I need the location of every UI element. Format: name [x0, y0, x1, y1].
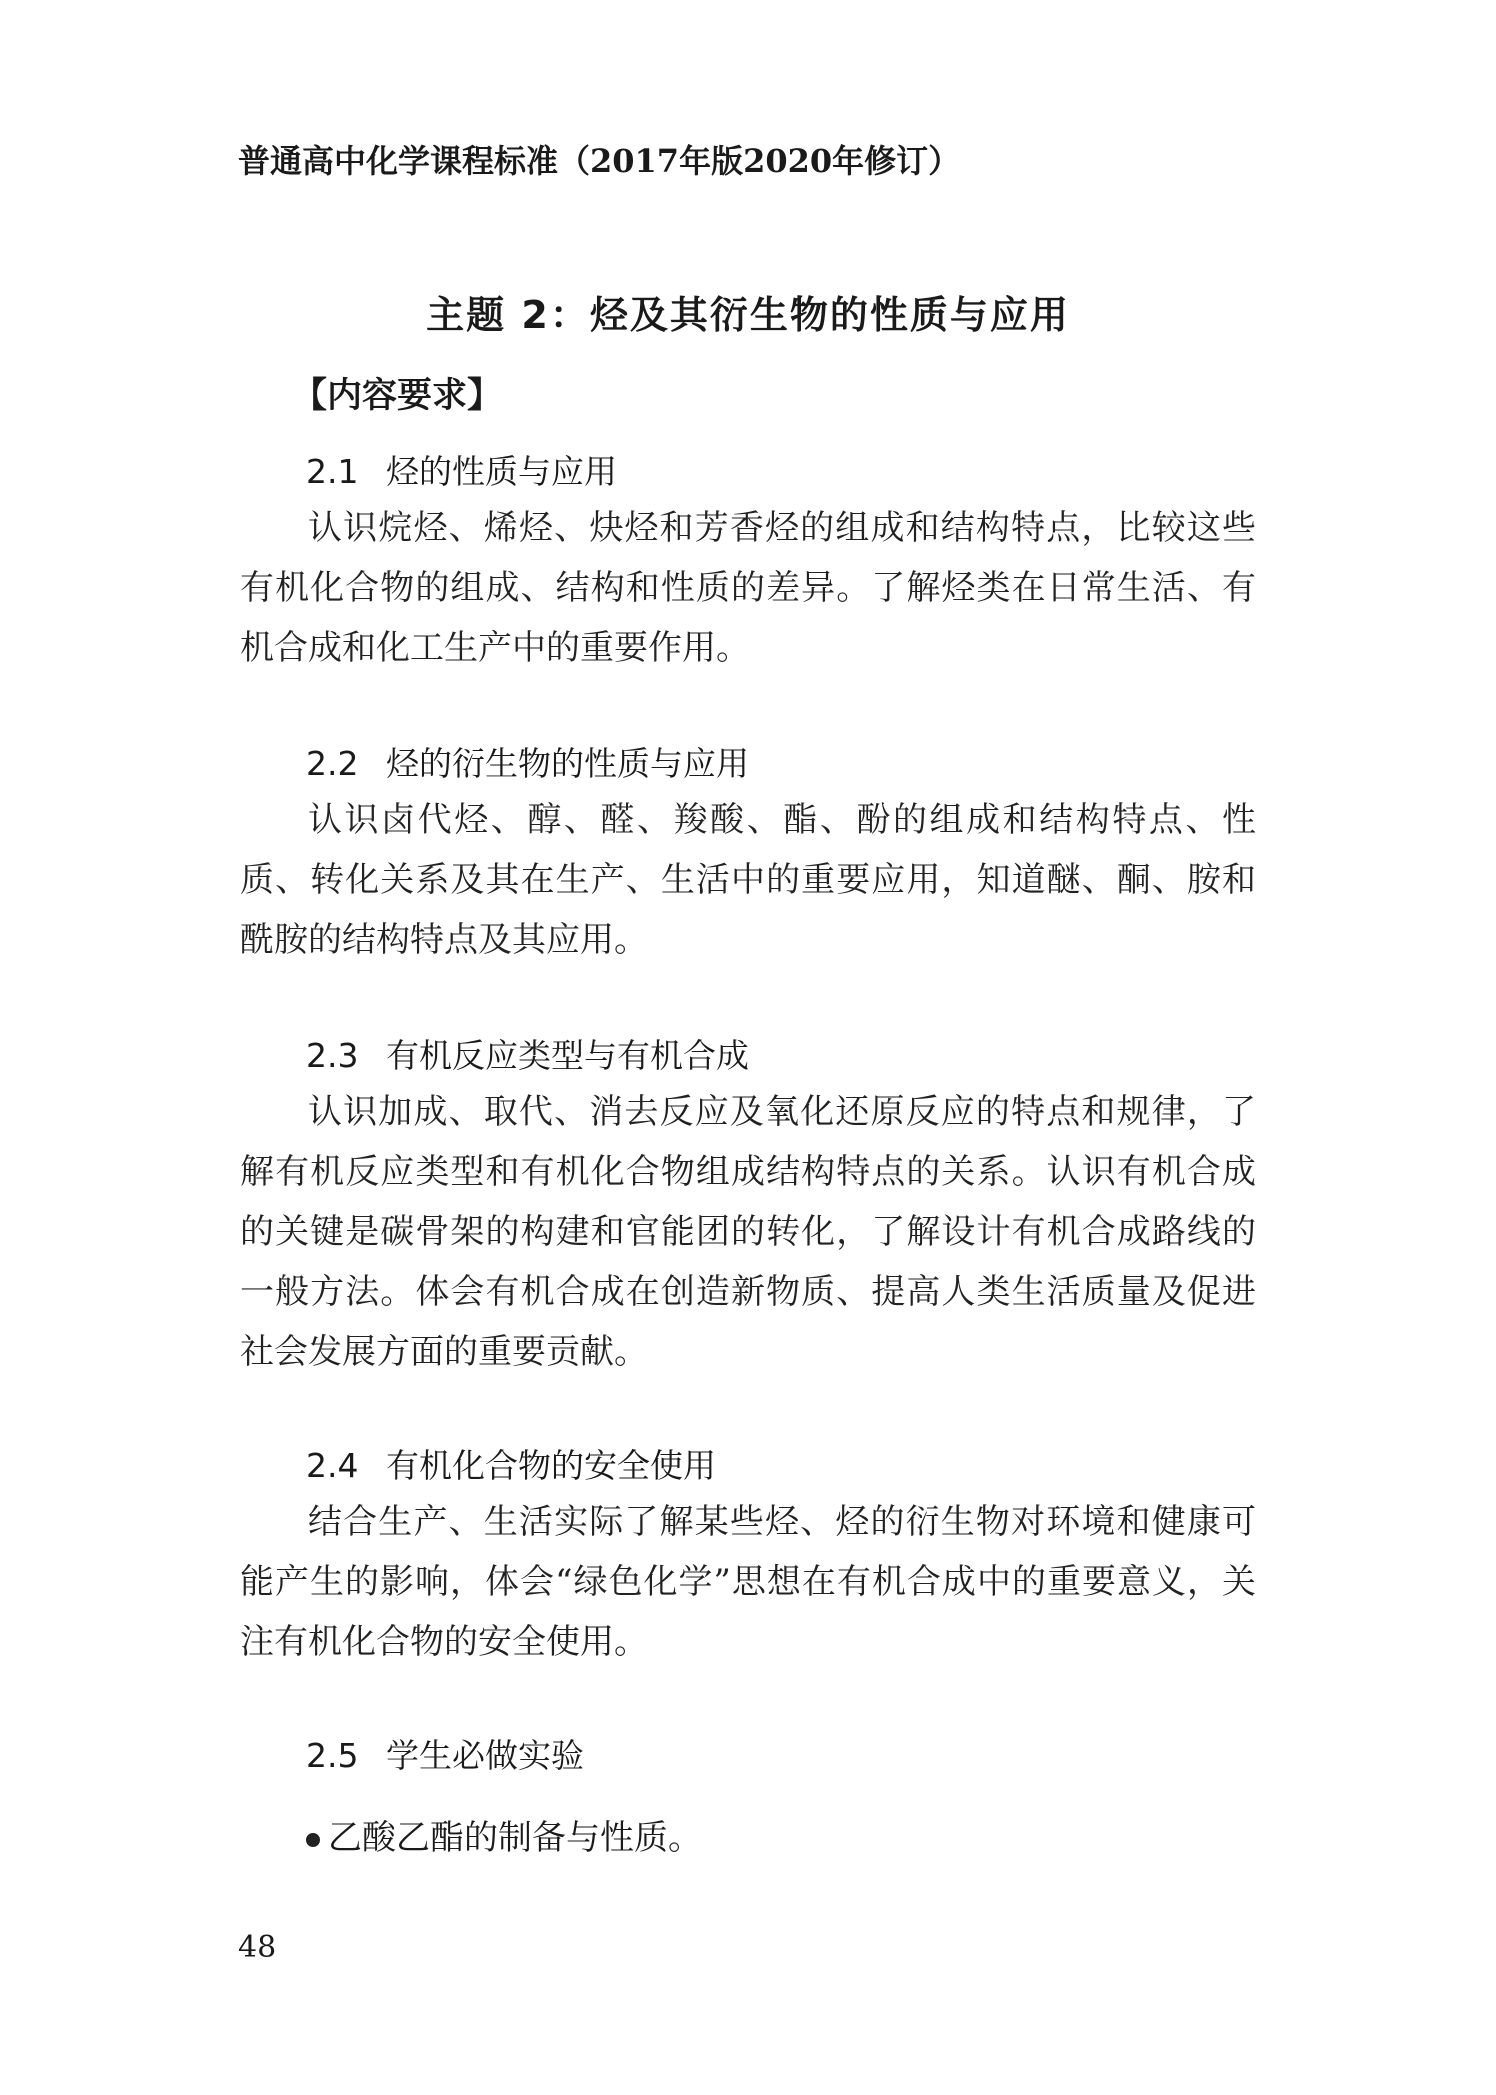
section-paragraph-2-3: 认识加成、取代、消去反应及氧化还原反应的特点和规律，了解有机反应类型和有机化合物组成结构特点的关系。认识有机合成的关键是碳骨架的构建和官能团的转化，了解设计有机合成路线的一般方法。体会有机合成在创造新物质、提高人类生活质量及促进社会发展方面的重要贡献。	[240, 1092, 1256, 1372]
content-requirement-heading: 【内容要求】	[292, 376, 503, 416]
section-heading-2-3	[306, 1030, 749, 1077]
section-number: 2.1	[306, 452, 359, 491]
section-title: 烃的性质与应用	[386, 452, 617, 491]
section-number: 2.4	[306, 1446, 359, 1485]
topic-title: 主题 2：烃及其衍生物的性质与应用	[426, 293, 1070, 337]
bullet-dot-icon	[306, 1833, 320, 1847]
page-number: 48	[238, 1930, 277, 1965]
section-title: 有机反应类型与有机合成	[386, 1036, 749, 1075]
section-heading-2-2	[306, 738, 749, 785]
section-number: 2.5	[306, 1736, 359, 1775]
section-paragraph-2-1: 认识烷烃、烯烃、炔烃和芳香烃的组成和结构特点，比较这些有机化合物的组成、结构和性质的差异。了解烃类在日常生活、有机合成和化工生产中的重要作用。	[240, 508, 1256, 668]
section-title: 有机化合物的安全使用	[386, 1446, 716, 1485]
section-heading-2-1	[306, 446, 617, 493]
section-paragraph-2-4: 结合生产、生活实际了解某些烃、烃的衍生物对环境和健康可能产生的影响，体会“绿色化学”思想在有机合成中的重要意义，关注有机化合物的安全使用。	[240, 1502, 1256, 1662]
section-title: 学生必做实验	[386, 1736, 584, 1775]
bullet-item	[306, 1810, 702, 1859]
running-header: 普通高中化学课程标准（2017年版2020年修订）	[238, 142, 961, 180]
section-title: 烃的衍生物的性质与应用	[386, 744, 749, 783]
section-number: 2.3	[306, 1036, 359, 1075]
bullet-text: 乙酸乙酯的制备与性质。	[328, 1818, 702, 1858]
section-heading-2-4	[306, 1440, 716, 1487]
section-number: 2.2	[306, 744, 359, 783]
section-heading-2-5	[306, 1730, 584, 1777]
section-paragraph-2-2: 认识卤代烃、醇、醛、羧酸、酯、酚的组成和结构特点、性质、转化关系及其在生产、生活中的重要应用，知道醚、酮、胺和酰胺的结构特点及其应用。	[240, 800, 1256, 960]
